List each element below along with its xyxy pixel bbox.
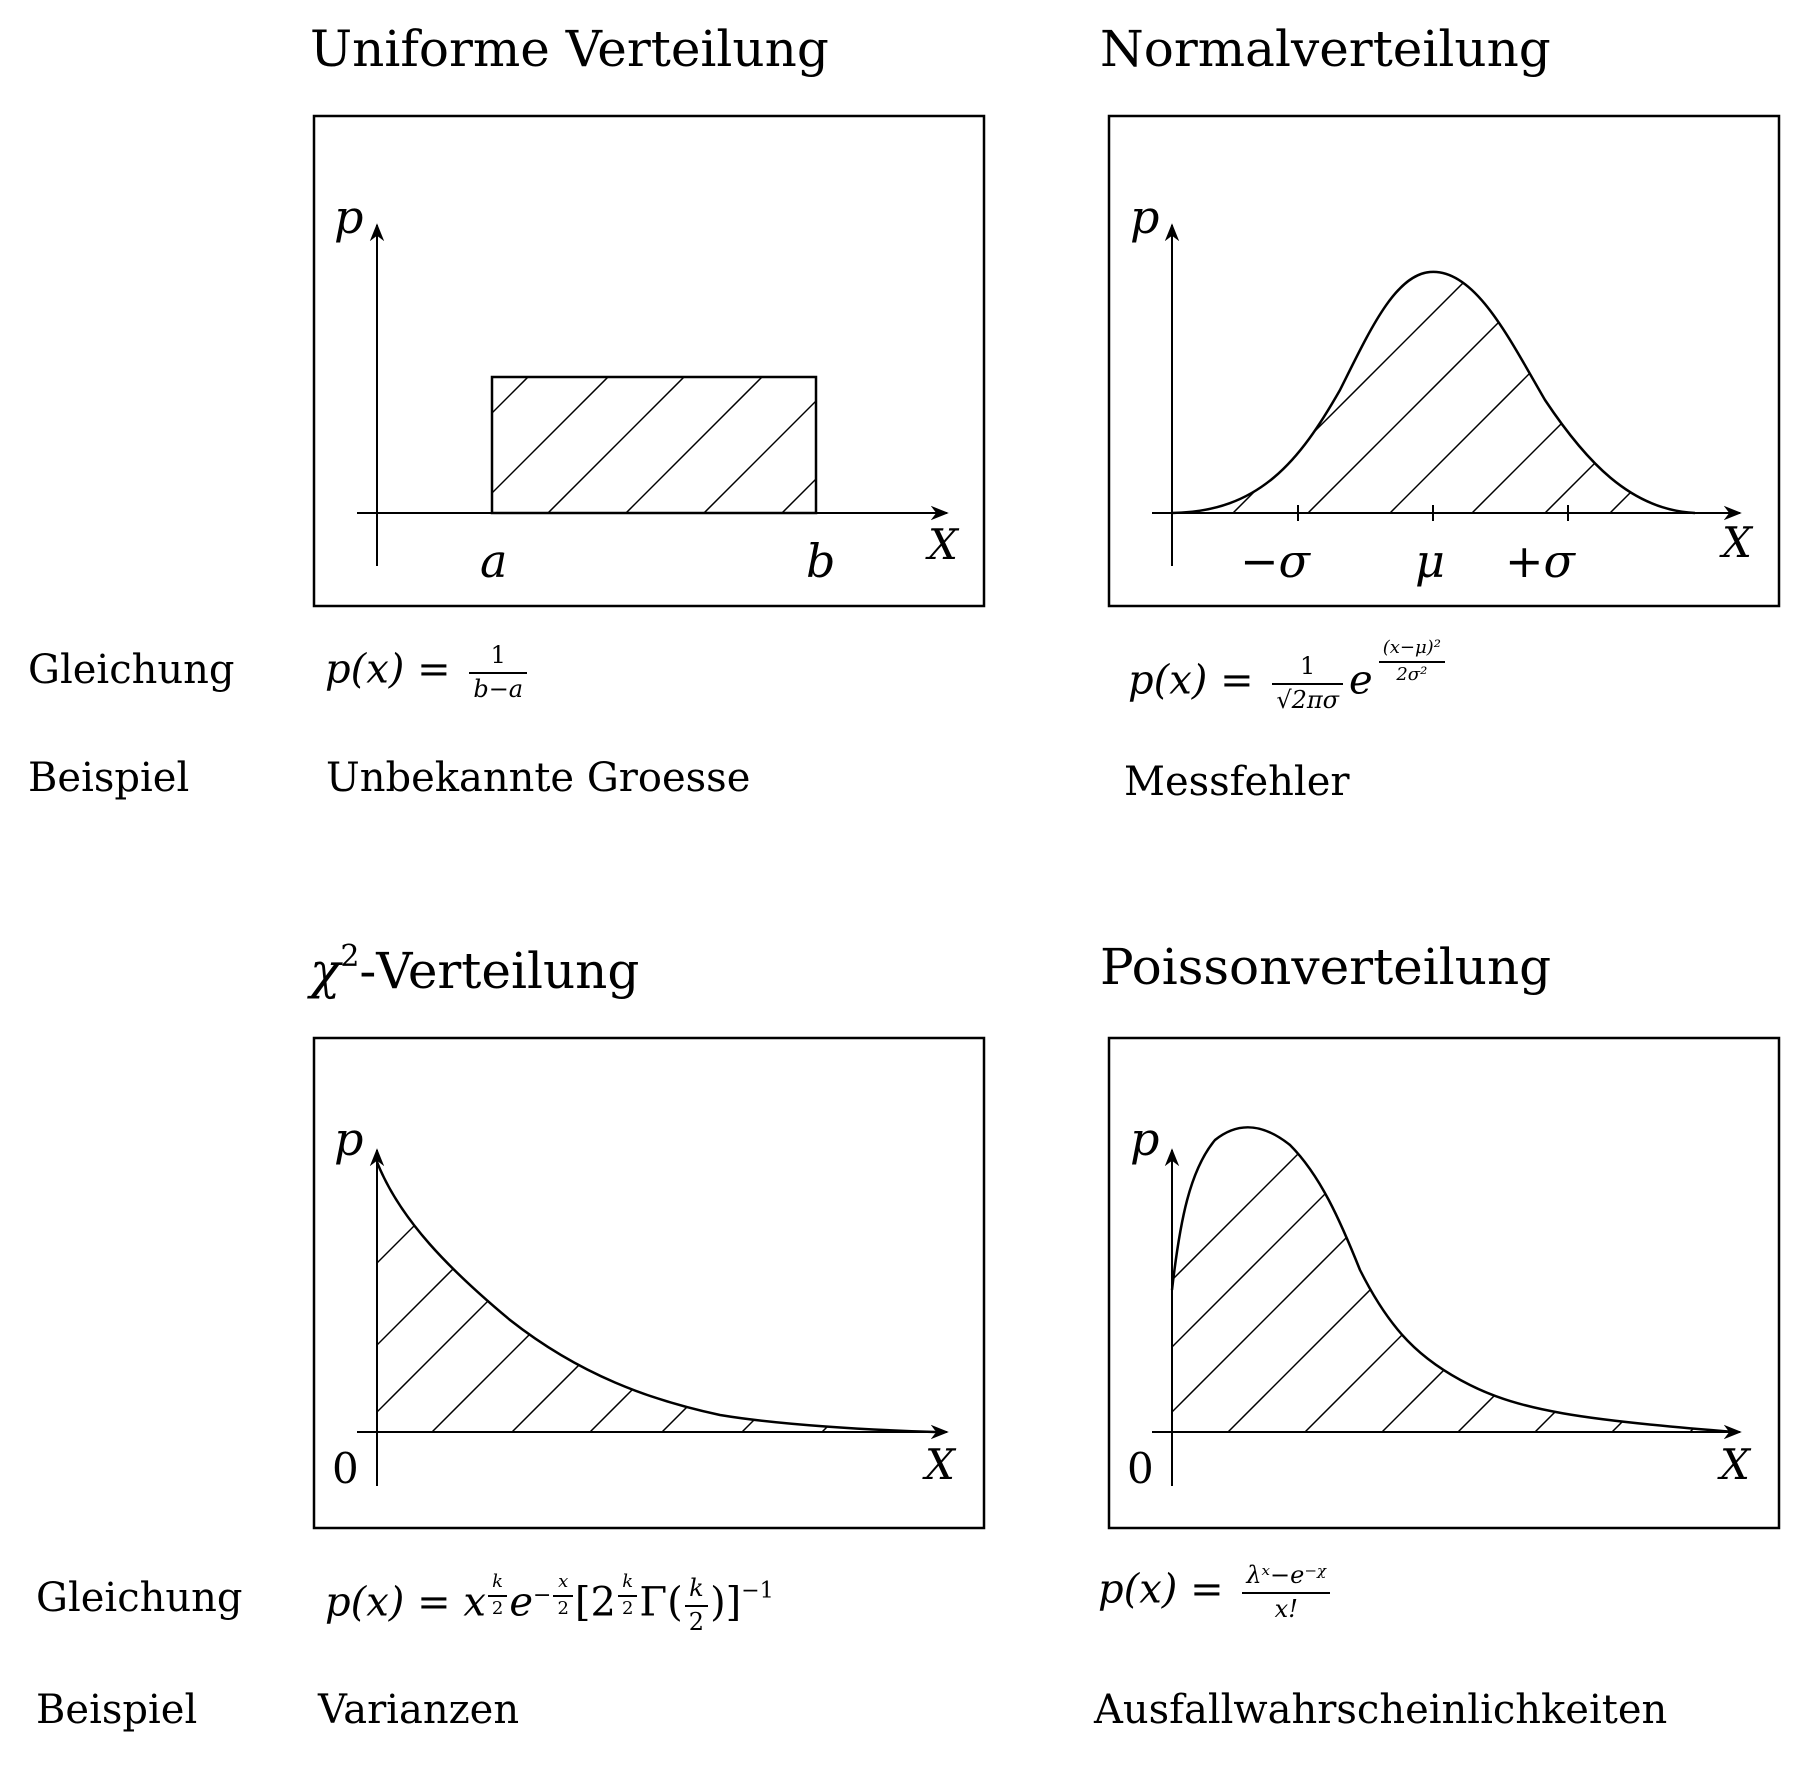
poisson-beispiel: Ausfallwahrscheinlichkeiten [1094,1687,1668,1733]
uniform-formula-num: 1 [469,642,527,674]
poisson-title: Poissonverteilung [1100,938,1552,996]
chi2-formula-lhs: p(x) = x [325,1579,486,1626]
normal-formula-num: 1 [1272,653,1343,685]
normal-formula-lhs: p(x) = [1128,657,1254,704]
normal-frame [1109,116,1779,606]
chi2-origin-label: 0 [332,1444,359,1493]
chi2-exp1-num: k [488,1572,507,1597]
chi2-exp1-den: 2 [491,1597,504,1619]
normal-formula [1128,638,1451,714]
normal-formula-fraction [1272,653,1343,714]
poisson-panel [1109,1038,1805,1528]
uniform-beispiel: Unbekannte Groesse [326,755,751,801]
chi2-formula-power: −1 [741,1578,774,1604]
normal-formula-exp-num: (x−μ)² [1379,638,1445,663]
normal-axis-x-label: X [1722,518,1752,567]
normal-formula-den: √2πσ [1276,685,1340,714]
uniform-frame [314,116,984,606]
normal-panel [1109,116,1805,606]
uniform-tick-a-label: a [480,534,508,588]
chi2-beispiel: Varianzen [318,1687,520,1733]
poisson-formula [1098,1562,1336,1623]
chi2-axis-x-label: X [925,1440,955,1489]
chi2-axis-p-label: p [334,1112,364,1166]
chi2-formula-bracket-close: )] [710,1579,742,1626]
normal-tick-mu-label: μ [1415,534,1445,588]
normal-axis-p-label: p [1130,190,1160,244]
chi2-exp2-den: 2 [557,1597,569,1619]
chi2-curve [377,1162,935,1432]
beispiel-label-bottom: Beispiel [36,1687,198,1733]
normal-formula-base: e [1349,657,1373,704]
poisson-formula-lhs: p(x) = [1098,1566,1224,1613]
poisson-formula-num: λˣ−e⁻ᵡ [1242,1562,1330,1594]
normal-tick-plus-sigma-label: +σ [1505,534,1575,588]
poisson-frame [1109,1038,1779,1528]
chi2-panel [314,1038,1160,1528]
normal-formula-exponent [1373,637,1451,685]
uniform-panel [314,116,984,606]
uniform-axis-x-label: X [928,520,958,569]
uniform-formula-fraction [469,642,527,703]
chi2-hatching [357,1123,1160,1432]
poisson-origin-label: 0 [1127,1444,1154,1493]
poisson-formula-fraction [1242,1562,1330,1623]
poisson-hatching [1152,1130,1805,1432]
uniform-formula-lhs: p(x) = [325,646,451,693]
poisson-formula-den: x! [1274,1594,1298,1623]
normal-hatching [1233,253,1805,513]
uniform-title: Uniforme Verteilung [310,20,829,78]
chi2-formula-e: e [509,1579,534,1626]
uniform-tick-b-label: b [806,534,836,588]
uniform-formula [325,642,533,703]
chi2-title-symbol: χ [310,942,341,1000]
normal-beispiel: Messfehler [1124,759,1350,805]
chi2-exp2-minus: − [533,1582,552,1608]
normal-tick-minus-sigma-label: −σ [1240,534,1310,588]
poisson-curve [1172,1127,1735,1432]
chi2-exp2-num: x [553,1572,572,1597]
chi2-formula [325,1572,774,1636]
chi2-exp3-num: k [618,1572,637,1597]
gleichung-label-top: Gleichung [28,647,235,693]
chi2-formula-gamma: Γ( [639,1579,683,1626]
normal-formula-exp-den: 2σ² [1396,663,1428,685]
chi2-frame [314,1038,984,1528]
chi2-title-rest: -Verteilung [359,942,640,1000]
normal-curve [1172,272,1695,513]
poisson-axis-x-label: X [1720,1440,1750,1489]
chi2-gamma-den: 2 [688,1607,705,1636]
gleichung-label-bottom: Gleichung [36,1575,243,1621]
chi2-gamma-num: k [685,1575,708,1607]
chi2-title-sup: 2 [340,939,360,974]
uniform-formula-den: b−a [473,674,524,703]
uniform-hatching [392,373,922,553]
chi2-formula-bracket-open: [2 [574,1579,616,1626]
poisson-axis-p-label: p [1130,1112,1160,1166]
normal-title: Normalverteilung [1100,20,1551,78]
chi2-exp3-den: 2 [621,1597,634,1619]
uniform-axis-p-label: p [334,190,364,244]
beispiel-label-top: Beispiel [28,755,190,801]
